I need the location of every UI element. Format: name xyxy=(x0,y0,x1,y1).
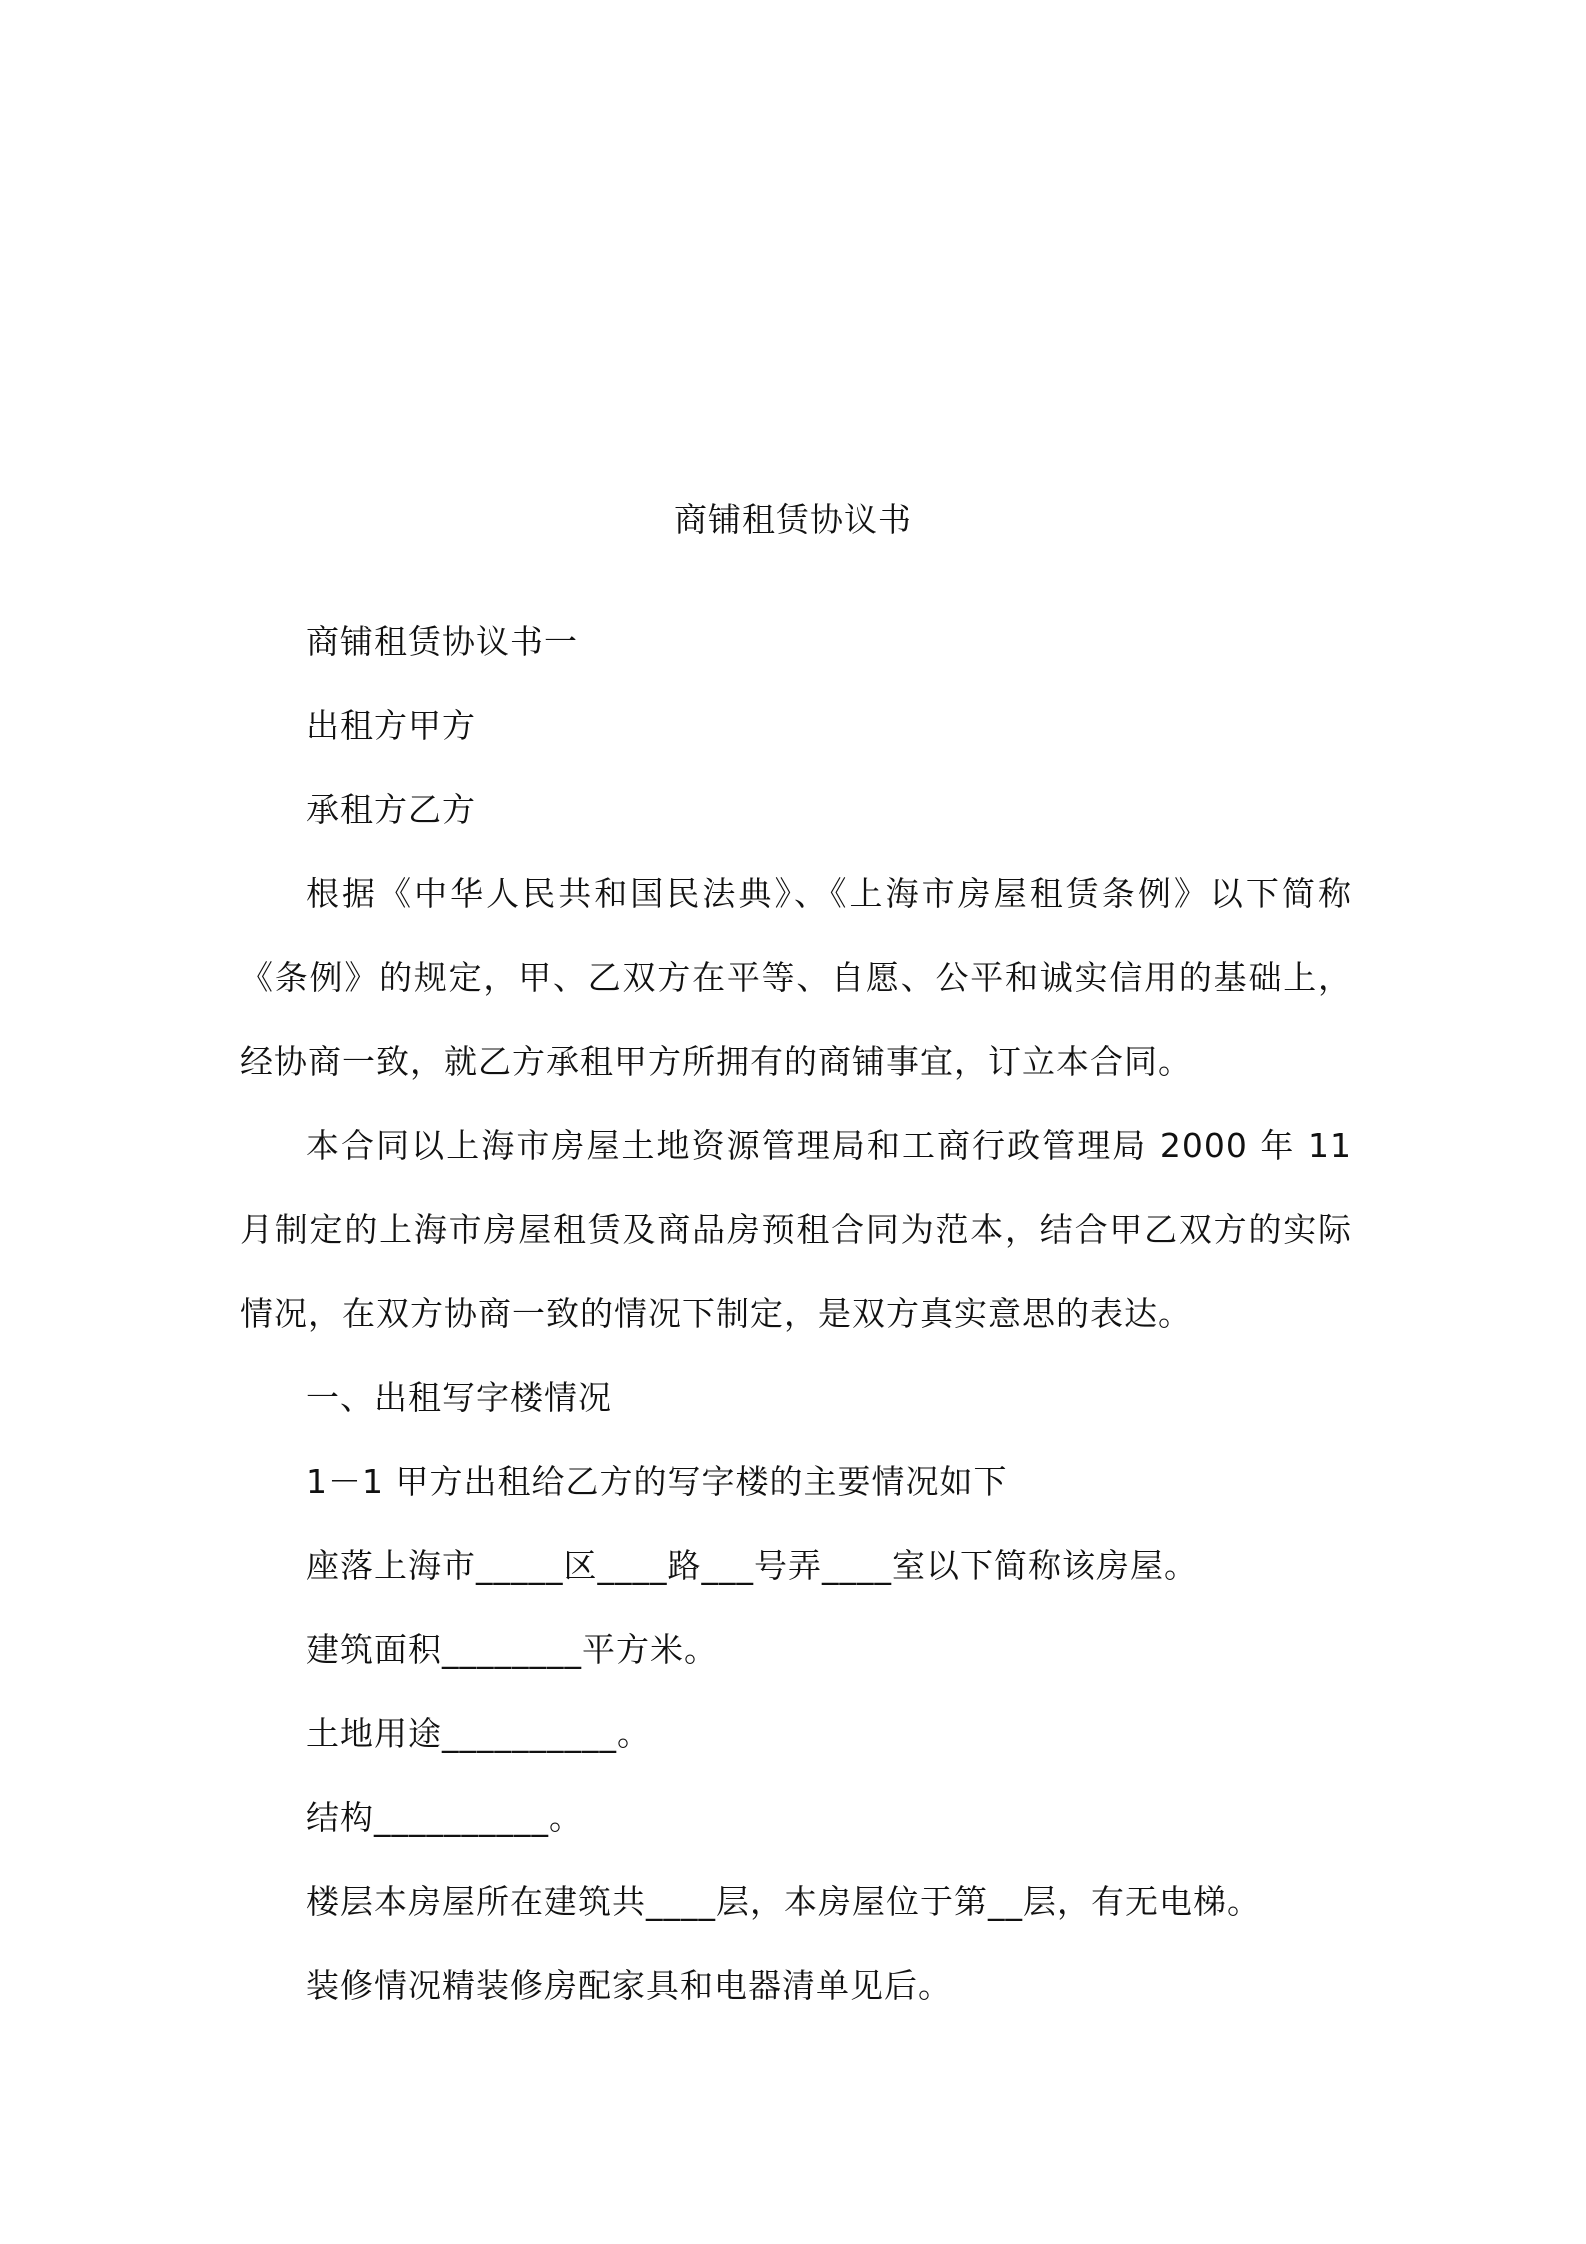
paragraph-agreement-heading: 商铺租赁协议书一 xyxy=(306,622,578,661)
clause-1-1: 1－1 甲方出租给乙方的写字楼的主要情况如下 xyxy=(306,1462,1008,1501)
paragraph-legal-basis: 根据《中华人民共和国民法典》、《上海市房屋租赁条例》以下简称《条例》的规定，甲、乙双方在平等、自愿、公平和诚实信用的基础上，经协商一致，就乙方承租甲方所拥有的商铺事宜，订立本合同。 xyxy=(240,874,1352,1081)
field-structure: 结构__________。 xyxy=(306,1798,583,1837)
field-decoration: 装修情况精装修房配家具和电器清单见后。 xyxy=(306,1966,952,2005)
document-title: 商铺租赁协议书 xyxy=(674,500,912,539)
paragraph-lessor: 出租方甲方 xyxy=(306,706,476,745)
field-land-use: 土地用途__________。 xyxy=(306,1714,651,1753)
paragraph-lessee: 承租方乙方 xyxy=(306,790,476,829)
field-floor: 楼层本房屋所在建筑共____层，本房屋位于第__层，有无电梯。 xyxy=(306,1882,1261,1921)
field-location: 座落上海市_____区____路___号弄____室以下简称该房屋。 xyxy=(306,1546,1198,1585)
paragraph-template-basis: 本合同以上海市房屋土地资源管理局和工商行政管理局 2000 年 11 月制定的上海市房屋租赁及商品房预租合同为范本，结合甲乙双方的实际情况，在双方协商一致的情况下制定，是双方真实意思的表达。 xyxy=(240,1126,1352,1333)
document-body xyxy=(240,600,1352,2028)
section-heading-premises: 一、出租写字楼情况 xyxy=(306,1378,612,1417)
field-floor-area: 建筑面积________平方米。 xyxy=(306,1630,718,1669)
